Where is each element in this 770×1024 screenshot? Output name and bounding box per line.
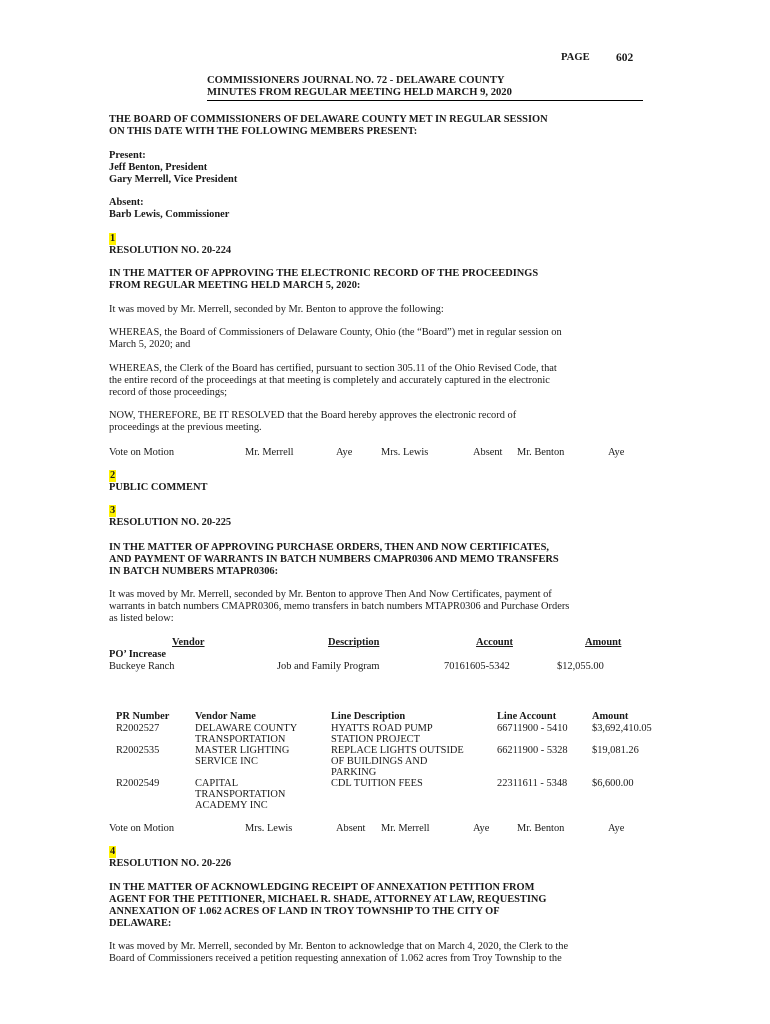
- item-number-1: 1: [110, 233, 116, 244]
- item4-title: IN THE MATTER OF ACKNOWLEDGING RECEIPT OF ANNEXATION PETITION FROM AGENT FOR THE PETITIONER, MICHAEL R. SHADE, ATTORNEY AT LAW, REQUESTING ANNEXATION OF 1.062 ACRES OF LAND IN TROY TOWNSHIP TO THE CITY OF DELAWARE:: [109, 882, 547, 929]
- header-rule: [207, 100, 643, 101]
- col-header-amount: Amount: [585, 637, 622, 648]
- vote-value: Absent: [473, 447, 503, 458]
- resolution-20-225: RESOLUTION NO. 20-225: [109, 517, 232, 528]
- vote-label: Vote on Motion: [109, 823, 175, 834]
- item4-motion: It was moved by Mr. Merrell, seconded by Mr. Benton to acknowledge that on March 4, 2020, the Clerk to the Board of Commissioners received a petition requesting annexation of 1.062 acres from Troy Township to the: [109, 941, 569, 964]
- vote-member: Mr. Benton: [517, 447, 565, 458]
- po-increase-label: PO’ Increase: [109, 649, 167, 660]
- vote-member: Mrs. Lewis: [381, 447, 429, 458]
- col-header-amount: Amount: [592, 711, 629, 722]
- resolution-20-226: RESOLUTION NO. 20-226: [109, 858, 232, 869]
- vote-value: Aye: [473, 823, 490, 834]
- page-number: 602: [616, 52, 634, 64]
- resolution-20-224: RESOLUTION NO. 20-224: [109, 245, 232, 256]
- item-number-2: 2: [110, 470, 116, 481]
- item1-whereas-1: WHEREAS, the Board of Commissioners of Delaware County, Ohio (the “Board”) met in regular session on March 5, 2020; and: [109, 327, 562, 350]
- member: Gary Merrell, Vice President: [109, 174, 238, 185]
- vote-value: Aye: [608, 447, 625, 458]
- vote-value: Aye: [608, 823, 625, 834]
- col-header-vendor-name: Vendor Name: [195, 711, 256, 722]
- vote-member: Mrs. Lewis: [245, 823, 293, 834]
- page-label: PAGE: [561, 52, 590, 63]
- col-header-vendor: Vendor: [172, 637, 205, 648]
- member: Jeff Benton, President: [109, 162, 208, 173]
- vote-label: Vote on Motion: [109, 447, 175, 458]
- col-header-pr-number: PR Number: [116, 711, 170, 722]
- item-number-3: 3: [110, 505, 116, 516]
- journal-title: COMMISSIONERS JOURNAL NO. 72 - DELAWARE COUNTY: [207, 75, 505, 86]
- public-comment-heading: PUBLIC COMMENT: [109, 482, 208, 493]
- absent-members: [109, 197, 669, 221]
- item3-motion: It was moved by Mr. Merrell, seconded by Mr. Benton to approve Then And Now Certificates, payment of warrants in batch numbers CMAPR0306, memo transfers in batch numbers MTAPR0306 and Purchase Orders as listed below:: [109, 589, 570, 624]
- vote-member: Mr. Benton: [517, 823, 565, 834]
- col-header-account: Account: [476, 637, 513, 648]
- present-label: Present:: [109, 150, 146, 161]
- absent-label: Absent:: [109, 197, 144, 208]
- col-header-description: Description: [328, 637, 380, 648]
- member: Barb Lewis, Commissioner: [109, 209, 230, 220]
- vote-member: Mr. Merrell: [245, 447, 294, 458]
- col-header-line-account: Line Account: [497, 711, 557, 722]
- document-page: PAGE 602 COMMISSIONERS JOURNAL NO. 72 - DELAWARE COUNTY MINUTES FROM REGULAR MEETING HELD MARCH 9, 2020 THE BOARD OF COMMISSIONERS OF DELAWARE COUNTY MET IN REGULAR SESSION ON THIS DATE WITH THE FOLLOWING MEMBERS PRESENT: Present: Jeff Benton, President Gary Merrell, Vice President Absent: Barb Lewis, Commissioner 1 RESOLUTION NO. 20-224 IN THE MATTER OF APPROVING THE ELECTRONIC RECORD OF THE PROCEEDINGS FROM REGULAR MEETING HELD MARCH 5, 2020: It was moved by Mr. Merrell, seconded by Mr. Benton to approve the following: WHEREAS, the Board of Commissioners of Delaware County, Ohio (the “Board”) met in regular session on March 5, 2020; and WHEREAS, the Clerk of the Board has certified, pursuant to section 305.11 of the Ohio Revised Code, that the entire record of the proceedings at that meeting is completely and accurately captured in the electronic record of those proceedings; NOW, THEREFORE, BE IT RESOLVED that the Board hereby approves the electronic record of proceedings at the previous meeting. Vote on Motion Mr. Merrell Aye Mrs. Lewis Absent Mr. Benton Aye 2 PUBLIC COMMENT 3 RESOLUTION NO. 20-225 IN THE MATTER OF APPROVING PURCHASE ORDERS, THEN AND NOW CERTIFICATES, AND PAYMENT OF WARRANTS IN BATCH NUMBERS CMAPR0306 AND MEMO TRANSFERS IN BATCH NUMBERS MTAPR0306: It was moved by Mr. Merrell, seconded by Mr. Benton to approve Then And Now Certificates, payment of warrants in batch numbers CMAPR0306, memo transfers in batch numbers MTAPR0306 and Purchase Orders as listed below: Vendor Description Account Amount PO’ Increase Buckeye Ranch Job and Family Program 70161605-5342 $12,055.00 PR Number Vendor Name Line Description Line Account Amount R2002527 DELAWARE COUNTY TRANSPORTATION HYATTS ROAD PUMP STATION PROJECT 66711900 - 5410 $3,692,410.05 R2002535 MASTER LIGHTING SERVICE INC REPLACE LIGHTS OUTSIDE OF BUILDINGS AND PARKING 66211900 - 5328 $19,081.26 R2002549 CAPITAL TRANSPORTATION ACADEMY INC CDL TUITION FEES 22311611 - 5348 $6,600.00 Vote on Motion Mrs. Lewis Absent Mr. Merrell Aye Mr. Benton Aye 4 RESOLUTION NO. 20-226 IN THE MATTER OF ACKNOWLEDGING RECEIPT OF ANNEXATION PETITION FROM AGENT FOR THE PETITIONER, MICHAEL R. SHADE, ATTORNEY AT LAW, REQUESTING ANNEXATION OF 1.062 ACRES OF LAND IN TROY TOWNSHIP TO THE CITY OF DELAWARE: It was moved by Mr. Merrell, seconded by Mr. Benton to acknowledge that on March 4, 2020, the Clerk to the Board of Commissioners received a petition requesting annexation of 1.062 acres from Troy Township to the: [0, 0, 770, 1024]
- item3-title: IN THE MATTER OF APPROVING PURCHASE ORDERS, THEN AND NOW CERTIFICATES, AND PAYMENT OF WARRANTS IN BATCH NUMBERS CMAPR0306 AND MEMO TRANSFERS IN BATCH NUMBERS MTAPR0306:: [109, 542, 559, 577]
- vote-value: Aye: [336, 447, 353, 458]
- item1-whereas-2: WHEREAS, the Clerk of the Board has certified, pursuant to section 305.11 of the Ohio Revised Code, that the entire record of the proceedings at that meeting is completely and accurately captured in the electronic record of those proceedings;: [109, 363, 557, 398]
- minutes-title: MINUTES FROM REGULAR MEETING HELD MARCH 9, 2020: [207, 87, 512, 98]
- item1-title: IN THE MATTER OF APPROVING THE ELECTRONIC RECORD OF THE PROCEEDINGS FROM REGULAR MEETING HELD MARCH 5, 2020:: [109, 268, 539, 291]
- vote-member: Mr. Merrell: [381, 823, 430, 834]
- col-header-line-description: Line Description: [331, 711, 406, 722]
- item-number-4: 4: [110, 846, 116, 857]
- item1-resolved: NOW, THEREFORE, BE IT RESOLVED that the Board hereby approves the electronic record of proceedings at the previous meeting.: [109, 410, 517, 433]
- vote-value: Absent: [336, 823, 366, 834]
- item1-motion: It was moved by Mr. Merrell, seconded by Mr. Benton to approve the following:: [109, 304, 444, 315]
- intro-statement: THE BOARD OF COMMISSIONERS OF DELAWARE COUNTY MET IN REGULAR SESSION ON THIS DATE WITH THE FOLLOWING MEMBERS PRESENT:: [109, 114, 548, 137]
- present-members: [109, 150, 669, 186]
